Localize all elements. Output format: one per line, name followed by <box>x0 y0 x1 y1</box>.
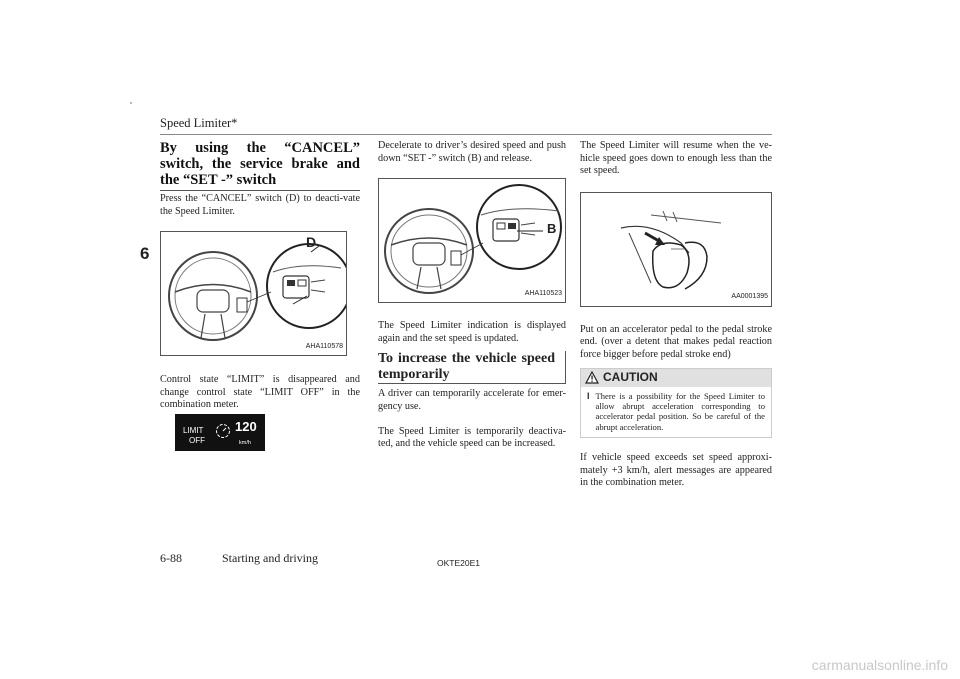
document-code: OKTE20E1 <box>437 558 480 568</box>
paragraph: Put on an accelerator pedal to the pedal stroke end. (over a detent that makes pedal reaction force bigger before pedal stroke end) <box>580 323 772 360</box>
figure-code: AHA110523 <box>524 289 562 297</box>
section-title: Speed Limiter* <box>160 116 238 130</box>
paragraph: A driver can temporarily accelerate for emer-gency use. <box>378 388 566 412</box>
steering-wheel-figure-d <box>160 231 347 356</box>
header-rule <box>160 134 772 135</box>
paragraph: The Speed Limiter is temporarily deactiva-ted, and the vehicle speed can be increased. <box>378 425 566 450</box>
caution-box <box>580 368 772 439</box>
section-heading: By using the “CANCEL” switch, the service brake and the “SET -” switch <box>160 140 360 191</box>
meter-off-label: OFF <box>189 436 205 445</box>
chapter-number: 6 <box>140 244 150 263</box>
paragraph: The Speed Limiter will resume when the ve-hicle speed goes down to enough less than the set speed. <box>580 140 772 177</box>
figure-code: AHA110578 <box>305 342 343 350</box>
meter-limit-label: LIMIT <box>183 426 204 435</box>
bullet-marker: l <box>587 390 590 401</box>
speedometer-icon <box>215 423 231 439</box>
paragraph: Decelerate to driver’s desired speed and push down “SET -” switch (B) and release. <box>378 140 566 164</box>
meter-unit: km/h <box>239 440 251 446</box>
combination-meter <box>175 414 265 451</box>
caution-body <box>581 387 771 438</box>
callout-b: B <box>547 221 557 237</box>
column-2 <box>378 140 566 451</box>
steering-wheel-icon <box>379 179 565 302</box>
caution-text: There is a possibility for the Speed Limiter to allow abrupt acceleration corresponding to accelerator pedal position. So be careful of the abrupt acceleration. <box>595 390 765 432</box>
column-3 <box>580 140 772 490</box>
callout-d: D <box>306 234 317 251</box>
paragraph: Control state “LIMIT” is disappeared and change control state “LIMIT OFF” in the combination meter. <box>160 374 360 411</box>
column-1 <box>160 140 360 446</box>
paragraph: The Speed Limiter indication is displayed again and the set speed is updated. <box>378 320 566 344</box>
paragraph: Press the “CANCEL” switch (D) to deacti-vate the Speed Limiter. <box>160 193 360 217</box>
paragraph: If vehicle speed exceeds set speed approxi-mately +3 km/h, alert messages are appeared in the combination meter. <box>580 452 772 489</box>
chapter-name: Starting and driving <box>222 551 318 565</box>
figure-code: AA0001395 <box>731 293 768 301</box>
accelerator-pedal-figure <box>580 192 772 307</box>
steering-wheel-figure-b <box>378 178 566 303</box>
caution-header <box>581 369 771 387</box>
subsection-heading: To increase the vehicle speed temporarily <box>378 351 566 384</box>
corner-mark <box>130 102 132 104</box>
meter-speed: 120 <box>235 419 257 434</box>
steering-wheel-icon <box>161 232 346 355</box>
page-number: 6-88 <box>160 551 182 565</box>
caution-title: CAUTION <box>603 370 658 385</box>
warning-triangle-icon <box>585 371 599 384</box>
watermark: carmanualsonline.info <box>811 657 948 673</box>
accelerator-pedal-icon <box>581 193 771 306</box>
